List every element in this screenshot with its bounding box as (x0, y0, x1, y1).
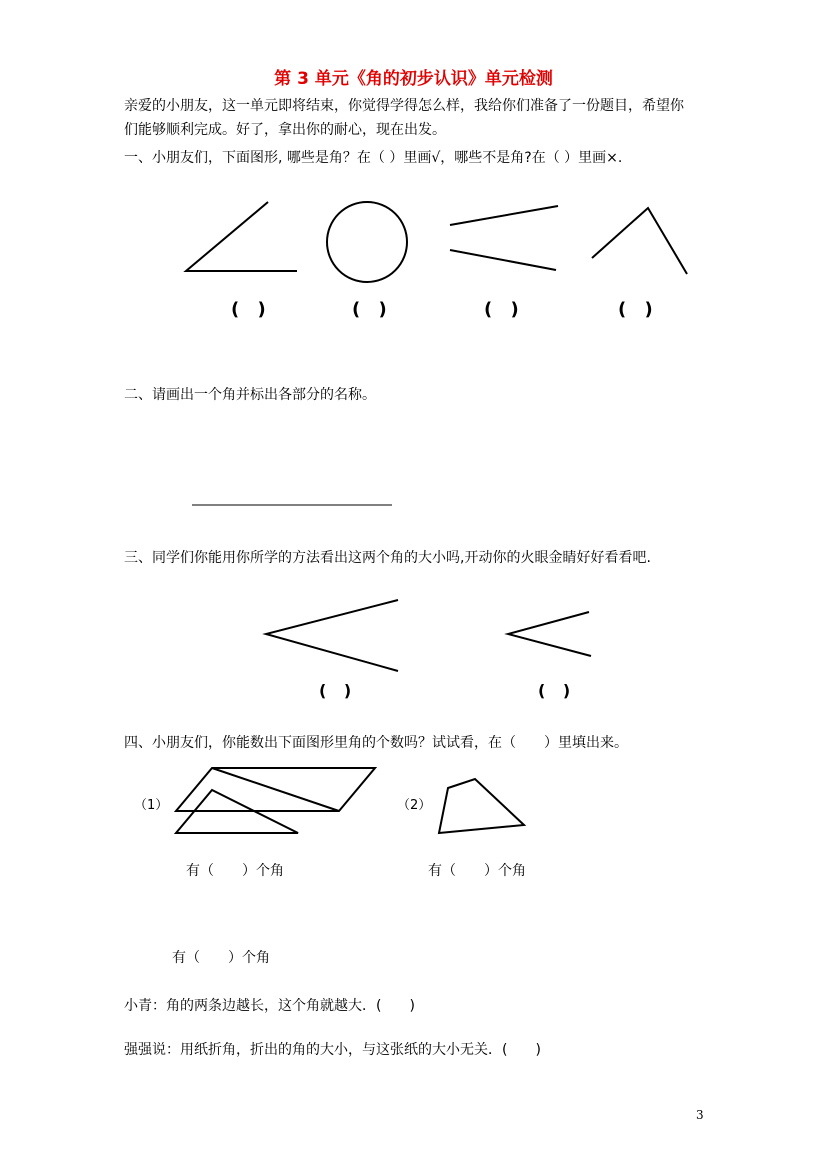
judge-statement-2[interactable]: 强强说：用纸折角，折出的角的大小，与这张纸的大小无关．( ) (124, 1042, 541, 1058)
q4-figure-quadrilateral (439, 779, 524, 833)
intro-line-2: 们能够顺利完成。好了，拿出你的耐心，现在出发。 (124, 122, 446, 138)
question-2: 二、请画出一个角并标出各部分的名称。 (124, 387, 376, 403)
q1-answer-2[interactable]: ( ) (352, 299, 393, 320)
q1-answer-3[interactable]: ( ) (484, 299, 525, 320)
q1-answer-4[interactable]: ( ) (618, 299, 659, 320)
intro-line-1: 亲爱的小朋友，这一单元即将结束，你觉得学得怎么样，我给你们准备了一份题目，希望你 (124, 98, 684, 114)
q1-answer-1[interactable]: ( ) (231, 299, 272, 320)
q4-figure-diagonal (212, 768, 339, 811)
page-number: 3 (696, 1108, 704, 1122)
page-title: 第 3 单元《角的初步认识》单元检测 (274, 69, 553, 89)
q3-angle-small (508, 612, 591, 656)
question-1: 一、小朋友们，下面图形, 哪些是角？在（ ）里画√，哪些不是角?在（ ）里画×. (124, 150, 623, 166)
q4-label-1: （1） (134, 798, 169, 813)
q1-figure-angle (186, 202, 297, 271)
q4-answer-3[interactable]: 有（ ）个角 (172, 950, 270, 966)
q3-angle-large (266, 600, 398, 671)
q4-answer-2[interactable]: 有（ ）个角 (428, 863, 526, 879)
q1-figure-peak-angle (592, 208, 687, 274)
q1-figure-line-top (450, 206, 558, 225)
q3-answer-1[interactable]: ( ) (319, 681, 358, 700)
q1-figure-line-bottom (450, 250, 556, 270)
question-3: 三、同学们你能用你所学的方法看出这两个角的大小吗,开动你的火眼金睛好好看看吧. (124, 550, 651, 566)
q4-answer-1[interactable]: 有（ ）个角 (186, 863, 284, 879)
question-4: 四、小朋友们，你能数出下面图形里角的个数吗？试试看，在（ ）里填出来。 (124, 735, 628, 751)
q1-figure-circle (327, 202, 407, 282)
q3-answer-2[interactable]: ( ) (538, 681, 577, 700)
q4-label-2: （2） (397, 798, 432, 813)
judge-statement-1[interactable]: 小青：角的两条边越长，这个角就越大．( ) (124, 998, 415, 1014)
